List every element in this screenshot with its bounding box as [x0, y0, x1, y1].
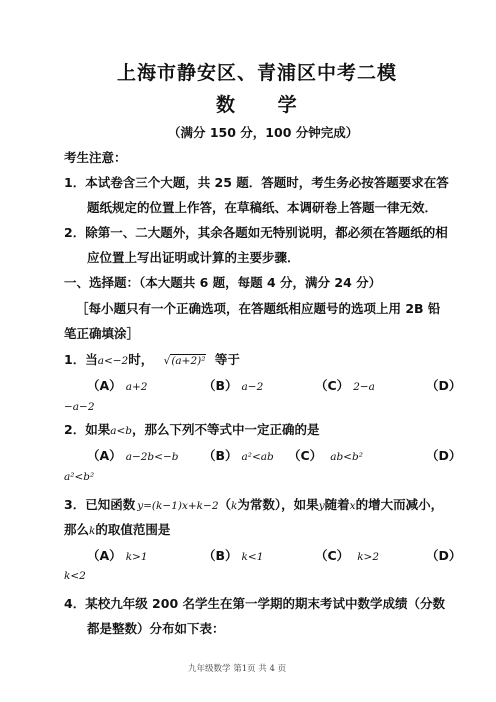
option-label: （C） — [288, 448, 323, 463]
option-label: （C） — [315, 548, 350, 563]
question-3-const-note: 为常数），如果 — [237, 497, 319, 512]
question-3-stem-line-2 — [64, 520, 170, 538]
question-1-option-d-label: （D） — [426, 378, 462, 393]
notice-item-2-line-1: 2．除第一、二大题外，其余各题如无特别说明，都必须在答题纸的相 — [64, 225, 448, 240]
option-value: ab<b² — [330, 451, 363, 463]
option-value: a−2b<−b — [125, 451, 179, 463]
question-3-number: 3．已知函数 — [64, 497, 136, 512]
question-3-k-variable-2: k — [89, 525, 96, 537]
question-3-follow: 随着 — [324, 497, 350, 512]
option-label: （B） — [203, 448, 238, 463]
question-1-condition: a<−2 — [97, 355, 129, 367]
subject-title: 数 学 — [216, 94, 315, 116]
question-1-tail: 等于 — [214, 352, 240, 367]
question-3-line-2-post: 的取值范围是 — [95, 522, 171, 537]
notice-item-1-line-1: 1．本试卷含三个大题，共 25 题．答题时，考生务必按答题要求在答 — [64, 175, 449, 190]
question-1-option-d-value: −a−2 — [64, 401, 95, 413]
question-2-stem — [64, 420, 320, 438]
option-value: 2−a — [353, 381, 375, 393]
option-label: （A） — [87, 378, 122, 393]
question-1-option-c — [315, 376, 375, 394]
score-note: （满分 150 分，100 分钟完成） — [168, 125, 359, 140]
question-3-stem-line-1 — [64, 495, 443, 513]
question-2-option-a — [87, 446, 178, 464]
section-1-heading: 一、选择题：（本大题共 6 题，每题 4 分，满分 24 分） — [64, 275, 382, 290]
question-1-connector: 时， — [128, 352, 154, 367]
question-2-condition: a<b — [110, 425, 132, 437]
question-1-stem: 1．当a<−2时， √(a+2)² 等于 — [64, 352, 240, 367]
question-3-x-variable: x — [349, 500, 356, 512]
section-1-instruction-line-1: ［每小题只有一个正确选项，在答题纸相应题号的选项上用 2B 铅 — [76, 301, 441, 316]
question-3-y-variable: y — [318, 500, 325, 512]
question-4-line-1: 4．某校九年级 200 名学生在第一学期的期末考试中数学成绩（分数 — [64, 596, 445, 611]
question-3-k-variable: k — [231, 500, 238, 512]
page-footer: 九年级数学 第1页 共 4 页 — [188, 664, 287, 674]
option-value: a²<ab — [241, 451, 274, 463]
question-1-option-a — [87, 376, 147, 394]
option-value: k>2 — [357, 551, 380, 563]
question-3-option-c — [315, 546, 379, 564]
question-2-option-b — [203, 446, 274, 464]
notice-heading: 考生注意： — [64, 150, 127, 165]
question-3-line-2-pre: 那么 — [64, 522, 90, 537]
question-2-number: 2．如果 — [64, 422, 111, 437]
question-2-option-d-label: （D） — [426, 448, 462, 463]
option-value: a−2 — [241, 381, 264, 393]
option-label: （A） — [87, 548, 122, 563]
notice-item-2-line-2: 应位置上写出证明或计算的主要步骤． — [87, 250, 300, 265]
question-2-tail: ，那么下列不等式中一定正确的是 — [131, 422, 320, 437]
question-1-number: 1．当 — [64, 352, 98, 367]
option-value: k>1 — [125, 551, 148, 563]
question-1-radicand: (a+2)² — [171, 355, 206, 367]
question-2-option-d-value: a²<b² — [64, 471, 95, 483]
question-4-line-2: 都是整数）分布如下表： — [87, 621, 225, 636]
option-value: k<1 — [241, 551, 264, 563]
section-1-instruction-line-2: 笔正确填涂］ — [64, 326, 140, 341]
question-2-option-c — [288, 446, 363, 464]
question-3-paren-open: （ — [218, 497, 232, 512]
question-3-option-d-label: （D） — [426, 548, 462, 563]
option-value: a+2 — [125, 381, 148, 393]
option-label: （B） — [203, 378, 238, 393]
option-label: （A） — [87, 448, 122, 463]
option-label: （B） — [203, 548, 238, 563]
question-3-increase: 的增大而减小， — [355, 497, 444, 512]
question-3-function: y=(k−1)x+k−2 — [137, 500, 219, 512]
question-3-option-a — [87, 546, 148, 564]
notice-item-1-line-2: 题纸规定的位置上作答，在草稿纸、本调研卷上答题一律无效． — [87, 200, 438, 215]
question-3-option-d-value: k<2 — [64, 570, 86, 582]
option-label: （C） — [315, 378, 350, 393]
question-3-option-b — [203, 546, 263, 564]
question-1-option-b — [203, 376, 263, 394]
page-title: 上海市静安区、青浦区中考二模 — [117, 62, 398, 84]
